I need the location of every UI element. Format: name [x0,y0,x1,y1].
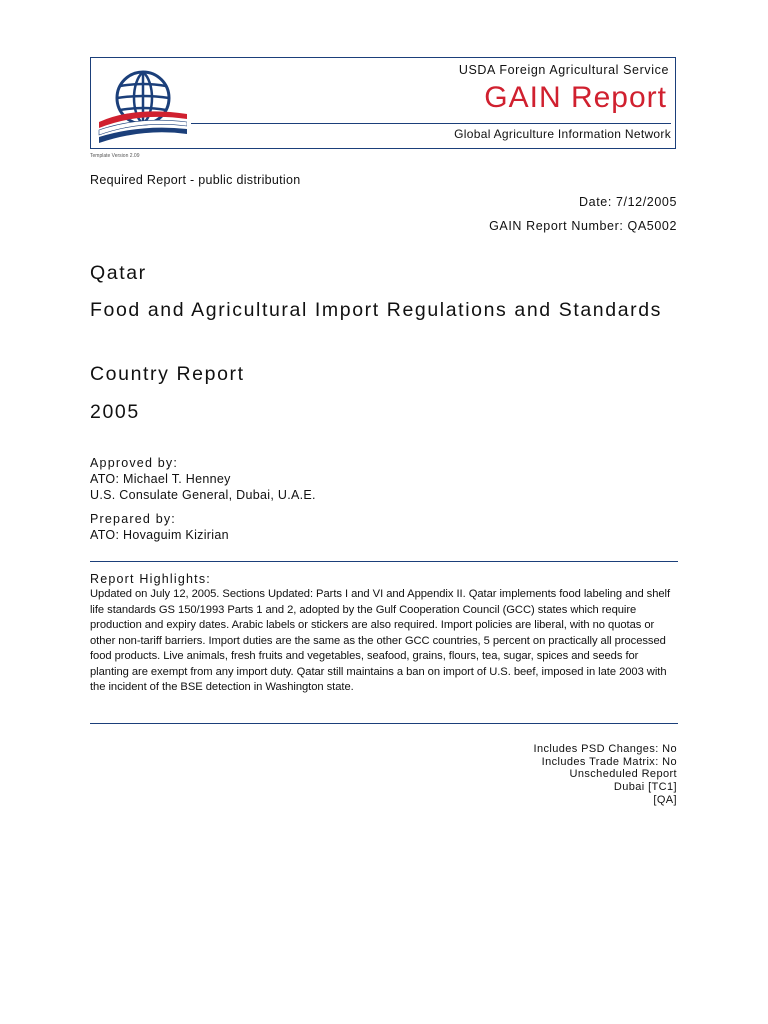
report-number: GAIN Report Number: QA5002 [489,219,677,233]
report-highlights [90,572,678,696]
approver-name: ATO: Michael T. Henney [90,472,231,486]
template-version: Template Version 2.09 [90,153,140,159]
header-divider [191,123,671,124]
report-date: Date: 7/12/2005 [579,195,677,209]
country-code: [QA] [653,793,677,806]
preparer-name: ATO: Hovaguim Kizirian [90,528,229,542]
approved-by-section [90,455,316,503]
report-header [90,57,676,149]
usda-globe-logo [95,62,187,144]
report-brand-title: GAIN Report [484,81,667,114]
distribution-note: Required Report - public distribution [90,173,301,187]
document-subtitle: Country Report [90,363,245,385]
approved-by-label: Approved by: [90,456,179,470]
report-schedule: Unscheduled Report [569,768,677,781]
highlights-body: Updated on July 12, 2005. Sections Updated: Parts I and VI and Appendix II. Qatar implements food labeling and shelf life standards GS 150/1993 Parts 1 and 2, adopted by the Gulf Cooperation Council (GCC) states which require production and expiry dates. Arabic labels or stickers are also required. Import policies are liberal, with no quotas or other non-tariff barriers. Import duties are the same as the other GCC countries, 5 percent on practically all processed food products. Live animals, fresh fruits and vegetables, seafood, grains, flours, tea, sugar, spices and seeds for planting are exempt from any import duty. Qatar still maintains a ban on import of U.S. beef, imposed in late 2003 with the incident of the BSE detection in Washington state. [90,588,671,693]
divider-bottom [90,723,678,724]
trade-matrix: Includes Trade Matrix: No [541,755,677,768]
psd-changes: Includes PSD Changes: No [533,743,677,755]
divider-top [90,561,678,562]
highlights-label: Report Highlights: [90,572,211,586]
report-year: 2005 [90,401,140,423]
country-heading: Qatar [90,262,147,284]
network-name: Global Agriculture Information Network [454,127,671,141]
approver-office: U.S. Consulate General, Dubai, U.A.E. [90,488,316,502]
post-code: Dubai [TC1] [613,781,677,794]
report-metadata [533,743,677,807]
agency-name: USDA Foreign Agricultural Service [458,63,669,77]
prepared-by-section [90,511,229,543]
document-title: Food and Agricultural Import Regulations and Standards [90,299,663,321]
prepared-by-label: Prepared by: [90,512,176,526]
